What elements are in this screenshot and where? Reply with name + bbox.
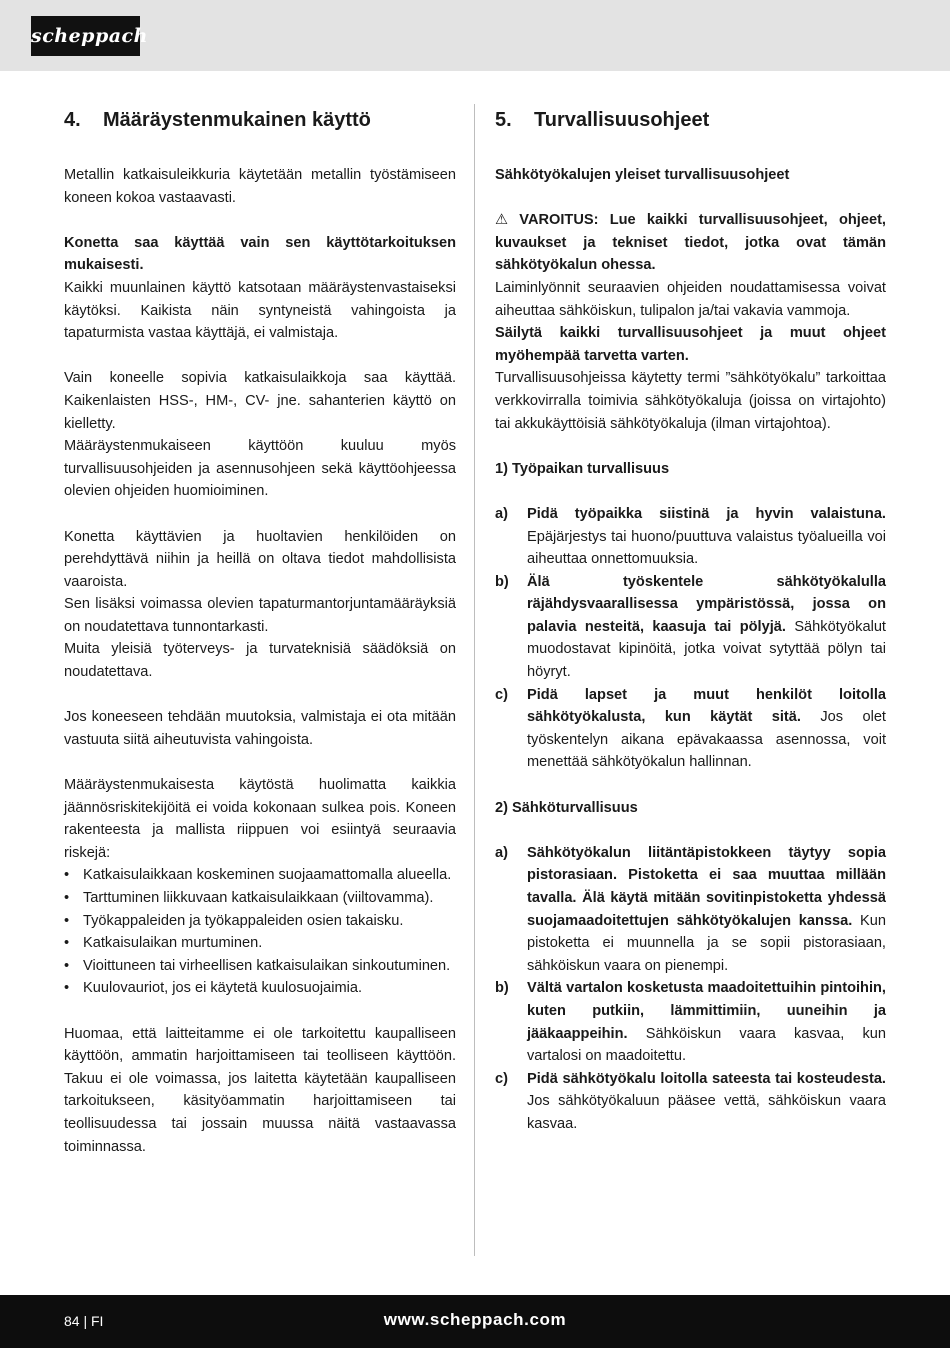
paragraph: Turvallisuusohjeissa käytetty termi ”sähkötyökalu” tarkoittaa verkkovirralla toimivia sähkötyökaluja (joissa on virtajohto) tai akkukäyttöisiä sähkötyökaluja (ilman virtajohtoa). bbox=[495, 370, 886, 432]
warning-icon: ⚠ bbox=[495, 212, 516, 229]
paragraph: Vain koneelle sopivia katkaisulaikkoja saa käyttää. Kaikenlaisten HSS-, HM-, CV- jne. sahanterien käyttö on kielletty. bbox=[64, 370, 456, 432]
item-text: Vältä vartalon kosketusta maadoitettuihin pintoihin, kuten putkiin, lämmittimiin, uuneihin ja jääkaappeihin. Sähköiskun vaara kasvaa, kun vartalosi on maadoitettu. bbox=[527, 980, 886, 1065]
paragraph: Muita yleisiä työterveys- ja turvateknisiä säädöksiä on noudatettava. bbox=[64, 641, 456, 681]
item-text: Sähkötyökalun liitäntäpistokkeen täytyy sopia pistorasiaan. Pistoketta ei saa muuttaa millään tavalla. Älä käytä mitään sovitinpistoketta yhdessä suojamaadoitettujen sähkötyökalujen kanssa. Kun pistoketta ei muunnella ja se sopii pistorasiaan, sähköiskun vaara on pienempi. bbox=[527, 844, 887, 974]
item-label: c) bbox=[495, 686, 508, 703]
left-column bbox=[64, 106, 456, 1158]
list-item bbox=[495, 684, 886, 774]
item-text: Pidä sähkötyökalu loitolla sateesta tai kosteudesta. Jos sähkötyökaluun pääsee vettä, sähköiskun vaara kasvaa. bbox=[527, 1070, 886, 1132]
item-label: a) bbox=[495, 505, 508, 522]
list-item bbox=[495, 842, 886, 978]
subheading: 1) Työpaikan turvallisuus bbox=[495, 460, 670, 477]
paragraph: Kaikki muunlainen käyttö katsotaan määräystenvastaiseksi käytöksi. Kaikista näin syntyneistä vahingoista ja tapaturmista vastaa käyttäjä, ei valmistaja. bbox=[64, 279, 456, 342]
list-item: • Katkaisulaikkaan koskeminen suojaamattomalla alueella. bbox=[64, 864, 456, 887]
website-link[interactable]: www.scheppach.com bbox=[383, 1310, 567, 1329]
right-column bbox=[495, 106, 886, 1136]
list-item: • Tarttuminen liikkuvaan katkaisulaikkaan (viiltovamma). bbox=[64, 887, 456, 910]
paragraph: Sen lisäksi voimassa olevien tapaturmantorjuntamääräyksiä on noudatettava tunnontarkasti. bbox=[64, 596, 456, 635]
subheading: 2) Sähköturvallisuus bbox=[495, 799, 638, 816]
warning-paragraph bbox=[495, 209, 886, 277]
list-item bbox=[495, 503, 886, 571]
item-text: Pidä lapset ja muut henkilöt loitolla sähkötyökalusta, kun käytät sitä. Jos olet työskentelyn aikana epävakaassa asennossa, voit menettää sähkötyökalun hallinnan. bbox=[527, 686, 886, 771]
item-label: b) bbox=[495, 573, 509, 590]
item-label: c) bbox=[495, 1070, 508, 1087]
section-number: 4. bbox=[64, 109, 81, 131]
paragraph: Konetta käyttävien ja huoltavien henkilöiden on perehdyttävä niihin ja heillä on oltava tiedot mahdollisista vaaroista. bbox=[64, 528, 456, 590]
item-label: b) bbox=[495, 980, 509, 997]
list-item: • Katkaisulaikan murtuminen. bbox=[64, 932, 456, 955]
warning-text: VAROITUS: Lue kaikki turvallisuusohjeet, ohjeet, kuvaukset ja tekniset tiedot, jotka ovat tämän sähkötyökalun ohessa. bbox=[495, 212, 886, 274]
section-title: Turvallisuusohjeet bbox=[534, 109, 710, 131]
list-item: • Vioittuneen tai virheellisen katkaisulaikan sinkoutuminen. bbox=[64, 955, 456, 978]
paragraph: Määräystenmukaisesta käytöstä huolimatta kaikkia jäännösriskitekijöitä ei voida kokonaan sulkea pois. Koneen rakenteesta ja mallista riippuen voi esiintyä seuraavia riskejä: bbox=[64, 777, 456, 861]
paragraph: Huomaa, että laitteitamme ei ole tarkoitettu kaupalliseen käyttöön, ammatin harjoittamiseen tai teolliseen käyttöön. Takuu ei ole voimassa, jos laitetta käytetään kaupalliseen tarkoitukseen, käsityöammatin harjoittamiseen tai teollisuudessa tai jossain muussa näitä vastaavassa toiminnassa. bbox=[64, 1025, 456, 1155]
paragraph: Määräystenmukaiseen käyttöön kuuluu myös turvallisuusohjeiden ja asennusohjeen sekä käyttöohjeessa olevien ohjeiden huomioiminen. bbox=[64, 438, 456, 500]
subheading: Sähkötyökalujen yleiset turvallisuusohjeet bbox=[495, 167, 790, 183]
paragraph-bold: Säilytä kaikki turvallisuusohjeet ja muut ohjeet myöhempää tarvetta varten. bbox=[495, 325, 886, 364]
column-divider bbox=[474, 104, 475, 1256]
risk-list bbox=[64, 864, 456, 1000]
item-label: a) bbox=[495, 844, 508, 861]
item-text: Älä työskentele sähkötyökalulla räjähdysvaarallisessa ympäristössä, jossa on palavia nesteitä, kaasuja tai pölyjä. Sähkötyökalut muodostavat kipinöitä, jotka voivat sytyttää pölyn tai höyryt. bbox=[527, 573, 886, 681]
list-item: • Kuulovauriot, jos ei käytetä kuulosuojaimia. bbox=[64, 977, 456, 1000]
section-number: 5. bbox=[495, 109, 512, 131]
footer-bar bbox=[0, 1295, 950, 1348]
scheppach-logo: scheppach bbox=[31, 16, 140, 56]
list-item: • Työkappaleiden ja työkappaleiden osien takaisku. bbox=[64, 910, 456, 933]
paragraph: Metallin katkaisuleikkuria käytetään metallin työstämiseen koneen kokoa vastaavasti. bbox=[64, 167, 456, 206]
header-bar bbox=[0, 0, 950, 71]
section-title: Määräystenmukainen käyttö bbox=[103, 109, 371, 131]
paragraph: Jos koneeseen tehdään muutoksia, valmistaja ei ota mitään vastuuta siitä aiheutuvista vahingoista. bbox=[64, 709, 456, 748]
list-item bbox=[495, 1068, 886, 1136]
section-4-heading bbox=[64, 106, 456, 134]
list-item bbox=[495, 571, 886, 684]
paragraph: Laiminlyönnit seuraavien ohjeiden noudattamisessa voivat aiheuttaa sähköiskun, tulipalon ja/tai vakavia vammoja. bbox=[495, 279, 886, 319]
paragraph-bold: Konetta saa käyttää vain sen käyttötarkoituksen mukaisesti. bbox=[64, 234, 456, 274]
section-5-heading bbox=[495, 106, 886, 134]
page-number: 84 | FI bbox=[64, 1313, 104, 1329]
item-text: Pidä työpaikka siistinä ja hyvin valaistuna. Epäjärjestys tai huono/puuttuva valaistus työalueilla voi aiheuttaa onnettomuuksia. bbox=[527, 505, 886, 568]
list-item bbox=[495, 977, 886, 1067]
